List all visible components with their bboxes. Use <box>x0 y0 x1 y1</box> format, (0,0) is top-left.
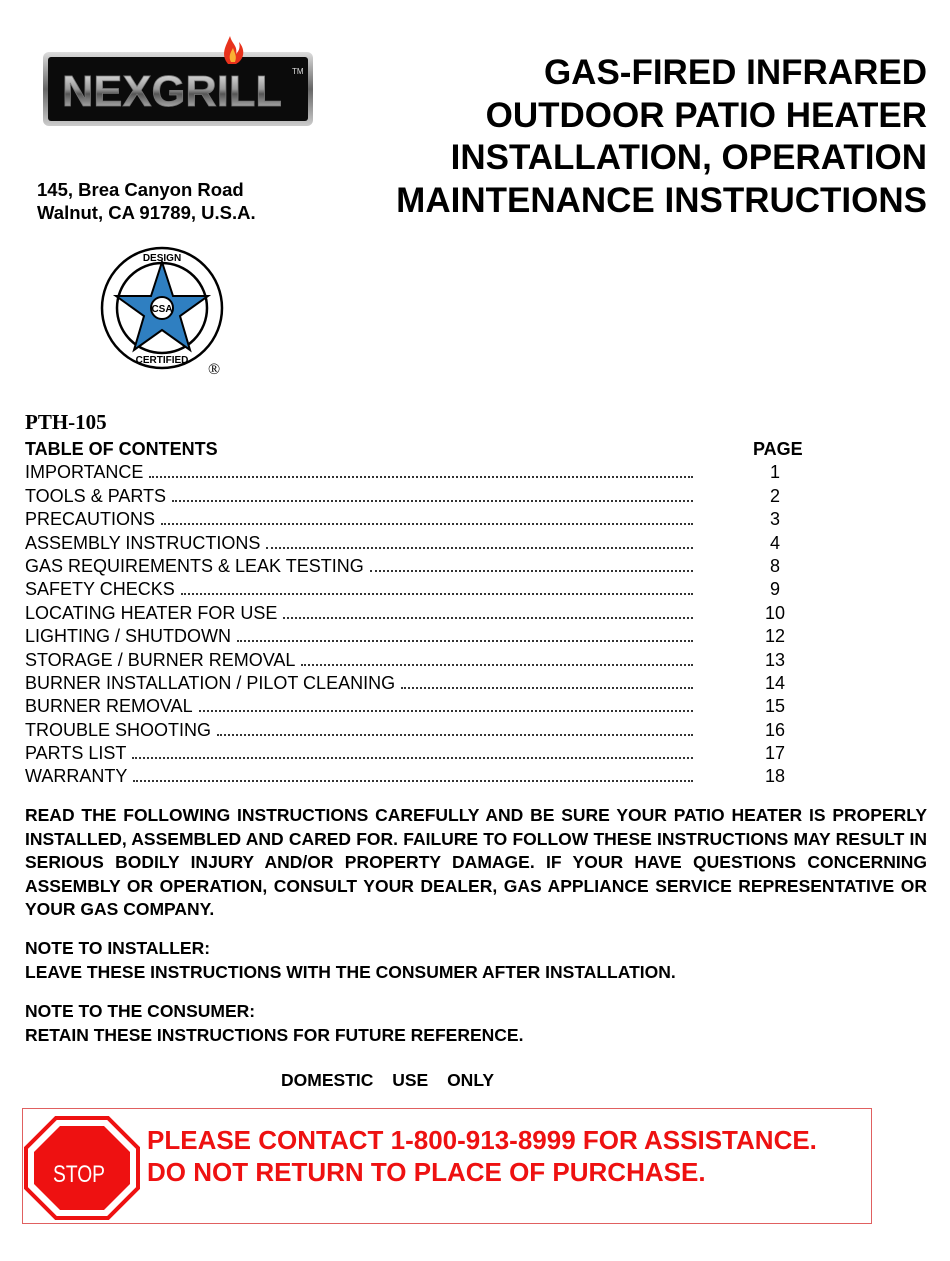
toc-item-page: 2 <box>769 485 780 506</box>
toc-item-label: GAS REQUIREMENTS & LEAK TESTING <box>25 555 364 576</box>
address-line-1: 145, Brea Canyon Road <box>37 179 244 200</box>
toc-item-page: 15 <box>764 696 786 717</box>
seal-bottom-text: CERTIFIED <box>135 355 189 366</box>
toc-item <box>25 672 825 695</box>
svg-text:TM: TM <box>292 67 304 76</box>
note-to-consumer <box>25 1000 523 1047</box>
domestic-use-only: DOMESTIC USE ONLY <box>281 1070 495 1090</box>
dot-leader <box>161 523 693 525</box>
dot-leader <box>199 710 693 712</box>
toc-item <box>25 461 825 484</box>
toc-item-label: TOOLS & PARTS <box>25 485 167 506</box>
toc-item-page: 13 <box>764 649 786 670</box>
dot-leader <box>237 640 693 642</box>
nexgrill-logo <box>42 34 314 128</box>
toc-item-page: 18 <box>764 766 786 787</box>
toc-header <box>25 438 825 461</box>
dot-leader <box>370 570 693 572</box>
stop-sign-icon <box>24 1116 140 1220</box>
warning-paragraph: READ THE FOLLOWING INSTRUCTIONS CAREFULLY AND BE SURE YOUR PATIO HEATER IS PROPERLY INSTALLED, ASSEMBLED AND CARED FOR. FAILURE TO FOLLOW THESE INSTRUCTIONS MAY RESULT IN SERIOUS BODILY INJURY AND/OR PROPERTY DAMAGE. IF YOUR HAVE QUESTIONS CONCERNING ASSEMBLY OR OPERATION, CONSULT YOUR DEALER, GAS APPLIANCE SERVICE REPRESENTATIVE OR YOUR GAS COMPANY. <box>25 805 927 919</box>
toc-item-page: 14 <box>764 672 786 693</box>
toc-item <box>25 719 825 742</box>
toc-heading: TABLE OF CONTENTS <box>25 439 218 459</box>
title-line: OUTDOOR PATIO HEATER <box>485 95 927 135</box>
toc-item-page: 3 <box>769 509 780 530</box>
dot-leader <box>217 734 693 736</box>
toc-item-label: LIGHTING / SHUTDOWN <box>25 626 231 647</box>
toc-item-label: WARRANTY <box>25 766 128 787</box>
toc-item <box>25 695 825 718</box>
toc-item <box>25 602 825 625</box>
csa-design-certified-seal <box>100 246 230 378</box>
seal-top-text: DESIGN <box>142 253 182 264</box>
table-of-contents <box>25 438 825 789</box>
note-installer-text: LEAVE THESE INSTRUCTIONS WITH THE CONSUMER AFTER INSTALLATION. <box>25 961 676 982</box>
toc-page-heading: PAGE <box>753 439 803 459</box>
toc-item-page: 12 <box>764 626 786 647</box>
dot-leader <box>283 617 693 619</box>
toc-item <box>25 555 825 578</box>
toc-item <box>25 742 825 765</box>
toc-item-label: PRECAUTIONS <box>25 509 156 530</box>
dot-leader <box>172 500 693 502</box>
svg-text:NEXGRILL: NEXGRILL <box>62 67 282 116</box>
toc-item <box>25 625 825 648</box>
toc-item <box>25 765 825 788</box>
toc-item-page: 1 <box>769 462 780 483</box>
toc-item-page: 16 <box>764 719 786 740</box>
note-to-installer <box>25 937 676 984</box>
note-consumer-text: RETAIN THESE INSTRUCTIONS FOR FUTURE REFERENCE. <box>25 1024 524 1045</box>
seal-center-text: CSA <box>151 304 173 315</box>
toc-item-label: BURNER REMOVAL <box>25 696 193 717</box>
dot-leader <box>132 757 693 759</box>
contact-phone-line: PLEASE CONTACT 1-800-913-8999 FOR ASSISTANCE. <box>147 1125 817 1155</box>
title-line: INSTALLATION, OPERATION <box>450 138 927 177</box>
do-not-return-line: DO NOT RETURN TO PLACE OF PURCHASE. <box>147 1157 706 1187</box>
toc-item <box>25 578 825 601</box>
dot-leader <box>181 593 693 595</box>
toc-item-label: TROUBLE SHOOTING <box>25 719 212 740</box>
dot-leader <box>401 687 693 689</box>
toc-item-page: 4 <box>769 532 780 553</box>
toc-item-page: 17 <box>764 743 786 764</box>
toc-item-page: 8 <box>769 555 780 576</box>
dot-leader <box>266 547 693 549</box>
toc-item <box>25 649 825 672</box>
toc-item <box>25 532 825 555</box>
title-line: MAINTENANCE INSTRUCTIONS <box>396 180 927 220</box>
stop-sign-text: STOP <box>53 1161 105 1188</box>
toc-item-label: LOCATING HEATER FOR USE <box>25 602 278 623</box>
company-address <box>37 178 256 224</box>
toc-item <box>25 508 825 531</box>
toc-item-page: 10 <box>764 602 786 623</box>
note-installer-heading: NOTE TO INSTALLER: <box>25 938 211 958</box>
toc-item-label: ASSEMBLY INSTRUCTIONS <box>25 532 261 553</box>
toc-item-page: 9 <box>769 579 780 600</box>
toc-item-label: SAFETY CHECKS <box>25 579 175 600</box>
toc-item-label: PARTS LIST <box>25 743 127 764</box>
dot-leader <box>149 476 693 478</box>
toc-item <box>25 485 825 508</box>
toc-item-label: BURNER INSTALLATION / PILOT CLEANING <box>25 672 396 693</box>
toc-item-label: IMPORTANCE <box>25 462 144 483</box>
document-title <box>396 52 927 222</box>
address-line-2: Walnut, CA 91789, U.S.A. <box>37 202 256 223</box>
note-consumer-heading: NOTE TO THE CONSUMER: <box>25 1001 256 1021</box>
toc-item-label: STORAGE / BURNER REMOVAL <box>25 649 296 670</box>
dot-leader <box>301 664 693 666</box>
dot-leader <box>133 780 693 782</box>
model-number: PTH-105 <box>25 410 107 434</box>
title-line: GAS-FIRED INFRARED <box>543 53 927 92</box>
registered-mark: ® <box>208 361 221 378</box>
